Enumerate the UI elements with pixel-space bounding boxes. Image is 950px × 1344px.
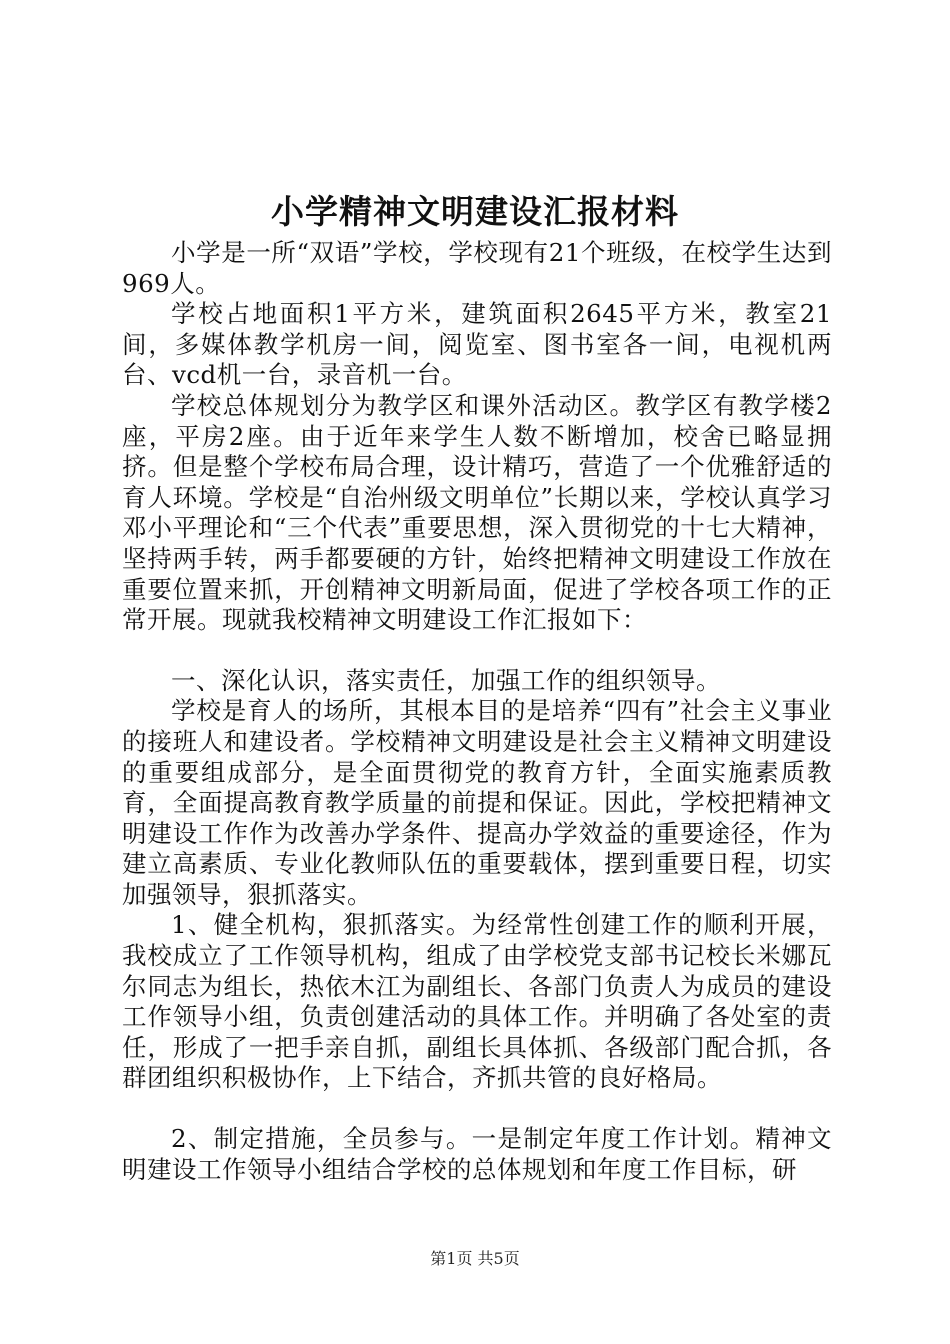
paragraph-item-2: 2、制定措施，全员参与。一是制定年度工作计划。精神文明建设工作领导小组结合学校的总体规划和年度工作目标，研 (122, 1124, 832, 1184)
document-body (122, 238, 832, 1185)
paragraph-intro: 小学是一所“双语”学校，学校现有21个班级，在校学生达到969人。 (122, 238, 832, 298)
paragraph-item-1: 1、健全机构，狠抓落实。为经常性创建工作的顺利开展，我校成立了工作领导机构，组成了由学校党支部书记校长米娜瓦尔同志为组长，热依木江为副组长、各部门负责人为成员的建设工作领导小组，负责创建活动的具体工作。并明确了各处室的责任，形成了一把手亲自抓，副组长具体抓、各级部门配合抓，各群团组织积极协作，上下结合，齐抓共管的良好格局。 (122, 910, 832, 1093)
section-heading-1: 一、深化认识，落实责任，加强工作的组织领导。 (171, 665, 721, 695)
paragraph-overview: 学校总体规划分为教学区和课外活动区。教学区有教学楼2座，平房2座。由于近年来学生人数不断增加，校舍已略显拥挤。但是整个学校布局合理，设计精巧，营造了一个优雅舒适的育人环境。学校是“自治州级文明单位”长期以来，学校认真学习邓小平理论和“三个代表”重要思想，深入贯彻党的十七大精神，坚持两手转，两手都要硬的方针，始终把精神文明建设工作放在重要位置来抓，开创精神文明新局面，促进了学校各项工作的正常开展。现就我校精神文明建设工作汇报如下： (122, 390, 832, 635)
paragraph-facilities: 学校占地面积1平方米，建筑面积2645平方米，教室21间，多媒体教学机房一间，阅览室、图书室各一间，电视机两台、vcd机一台，录音机一台。 (122, 299, 832, 390)
paragraph-section-1: 学校是育人的场所，其根本目的是培养“四有”社会主义事业的接班人和建设者。学校精神文明建设是社会主义精神文明建设的重要组成部分，是全面贯彻党的教育方针，全面实施素质教育，全面提高教育教学质量的前提和保证。因此，学校把精神文明建设工作作为改善办学条件、提高办学效益的重要途径，作为建立高素质、专业化教师队伍的重要载体，摆到重要日程，切实加强领导，狠抓落实。 (122, 696, 832, 909)
document-title: 小学精神文明建设汇报材料 (271, 192, 679, 231)
page-footer: 第1页 共5页 (430, 1249, 520, 1268)
